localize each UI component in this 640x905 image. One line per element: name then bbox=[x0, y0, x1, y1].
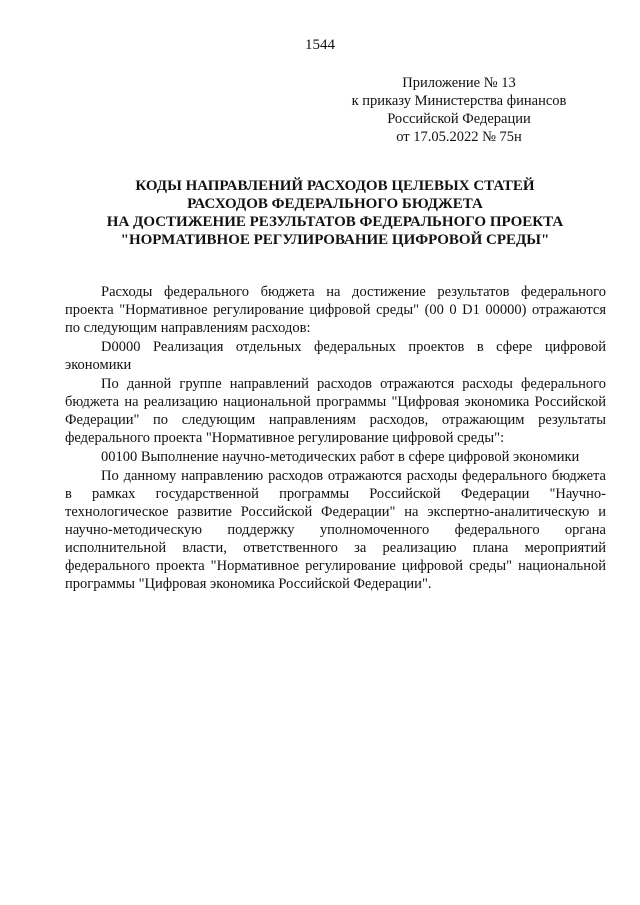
appendix-line-1: Приложение № 13 bbox=[402, 75, 516, 91]
appendix-line-4: от 17.05.2022 № 75н bbox=[396, 129, 522, 145]
appendix-header bbox=[300, 74, 618, 146]
document-body bbox=[65, 283, 606, 593]
appendix-line-3: Российской Федерации bbox=[387, 111, 531, 127]
title-line-3: НА ДОСТИЖЕНИЕ РЕЗУЛЬТАТОВ ФЕДЕРАЛЬНОГО ПРОЕКТА bbox=[106, 214, 564, 230]
title-line-2: РАСХОДОВ ФЕДЕРАЛЬНОГО БЮДЖЕТА bbox=[187, 196, 483, 212]
paragraph-group-description: По данной группе направлений расходов отражаются расходы федерального бюджета на реализацию национальной программы "Цифровая экономика Российской Федерации" по следующим направлениям расходов, отражающим результаты федерального проекта "Нормативное регулирование цифровой среды": bbox=[65, 376, 606, 446]
page-number: 1544 bbox=[305, 37, 335, 53]
document-title bbox=[70, 177, 600, 249]
appendix-line-2: к приказу Министерства финансов bbox=[351, 93, 567, 109]
paragraph-direction-description: По данному направлению расходов отражаются расходы федерального бюджета в рамках государственной программы Российской Федерации "Научно-технологическое развитие Российской Федерации" на экспертно-аналитическую и научно-методическую поддержку уполномоченного федерального органа исполнительной власти, ответственного за реализацию плана мероприятий федерального проекта "Нормативное регулирование цифровой среды" национальной программы "Цифровая экономика Российской Федерации". bbox=[65, 468, 606, 592]
title-line-4: "НОРМАТИВНОЕ РЕГУЛИРОВАНИЕ ЦИФРОВОЙ СРЕДЫ" bbox=[120, 232, 550, 248]
paragraph-intro: Расходы федерального бюджета на достижение результатов федерального проекта "Нормативное регулирование цифровой среды" (00 0 D1 00000) отражаются по следующим направлениям расходов: bbox=[65, 284, 606, 336]
paragraph-code-00100: 00100 Выполнение научно-методических работ в сфере цифровой экономики bbox=[101, 449, 580, 465]
title-line-1: КОДЫ НАПРАВЛЕНИЙ РАСХОДОВ ЦЕЛЕВЫХ СТАТЕЙ bbox=[135, 178, 535, 194]
paragraph-code-d0000: D0000 Реализация отдельных федеральных проектов в сфере цифровой экономики bbox=[65, 339, 606, 373]
